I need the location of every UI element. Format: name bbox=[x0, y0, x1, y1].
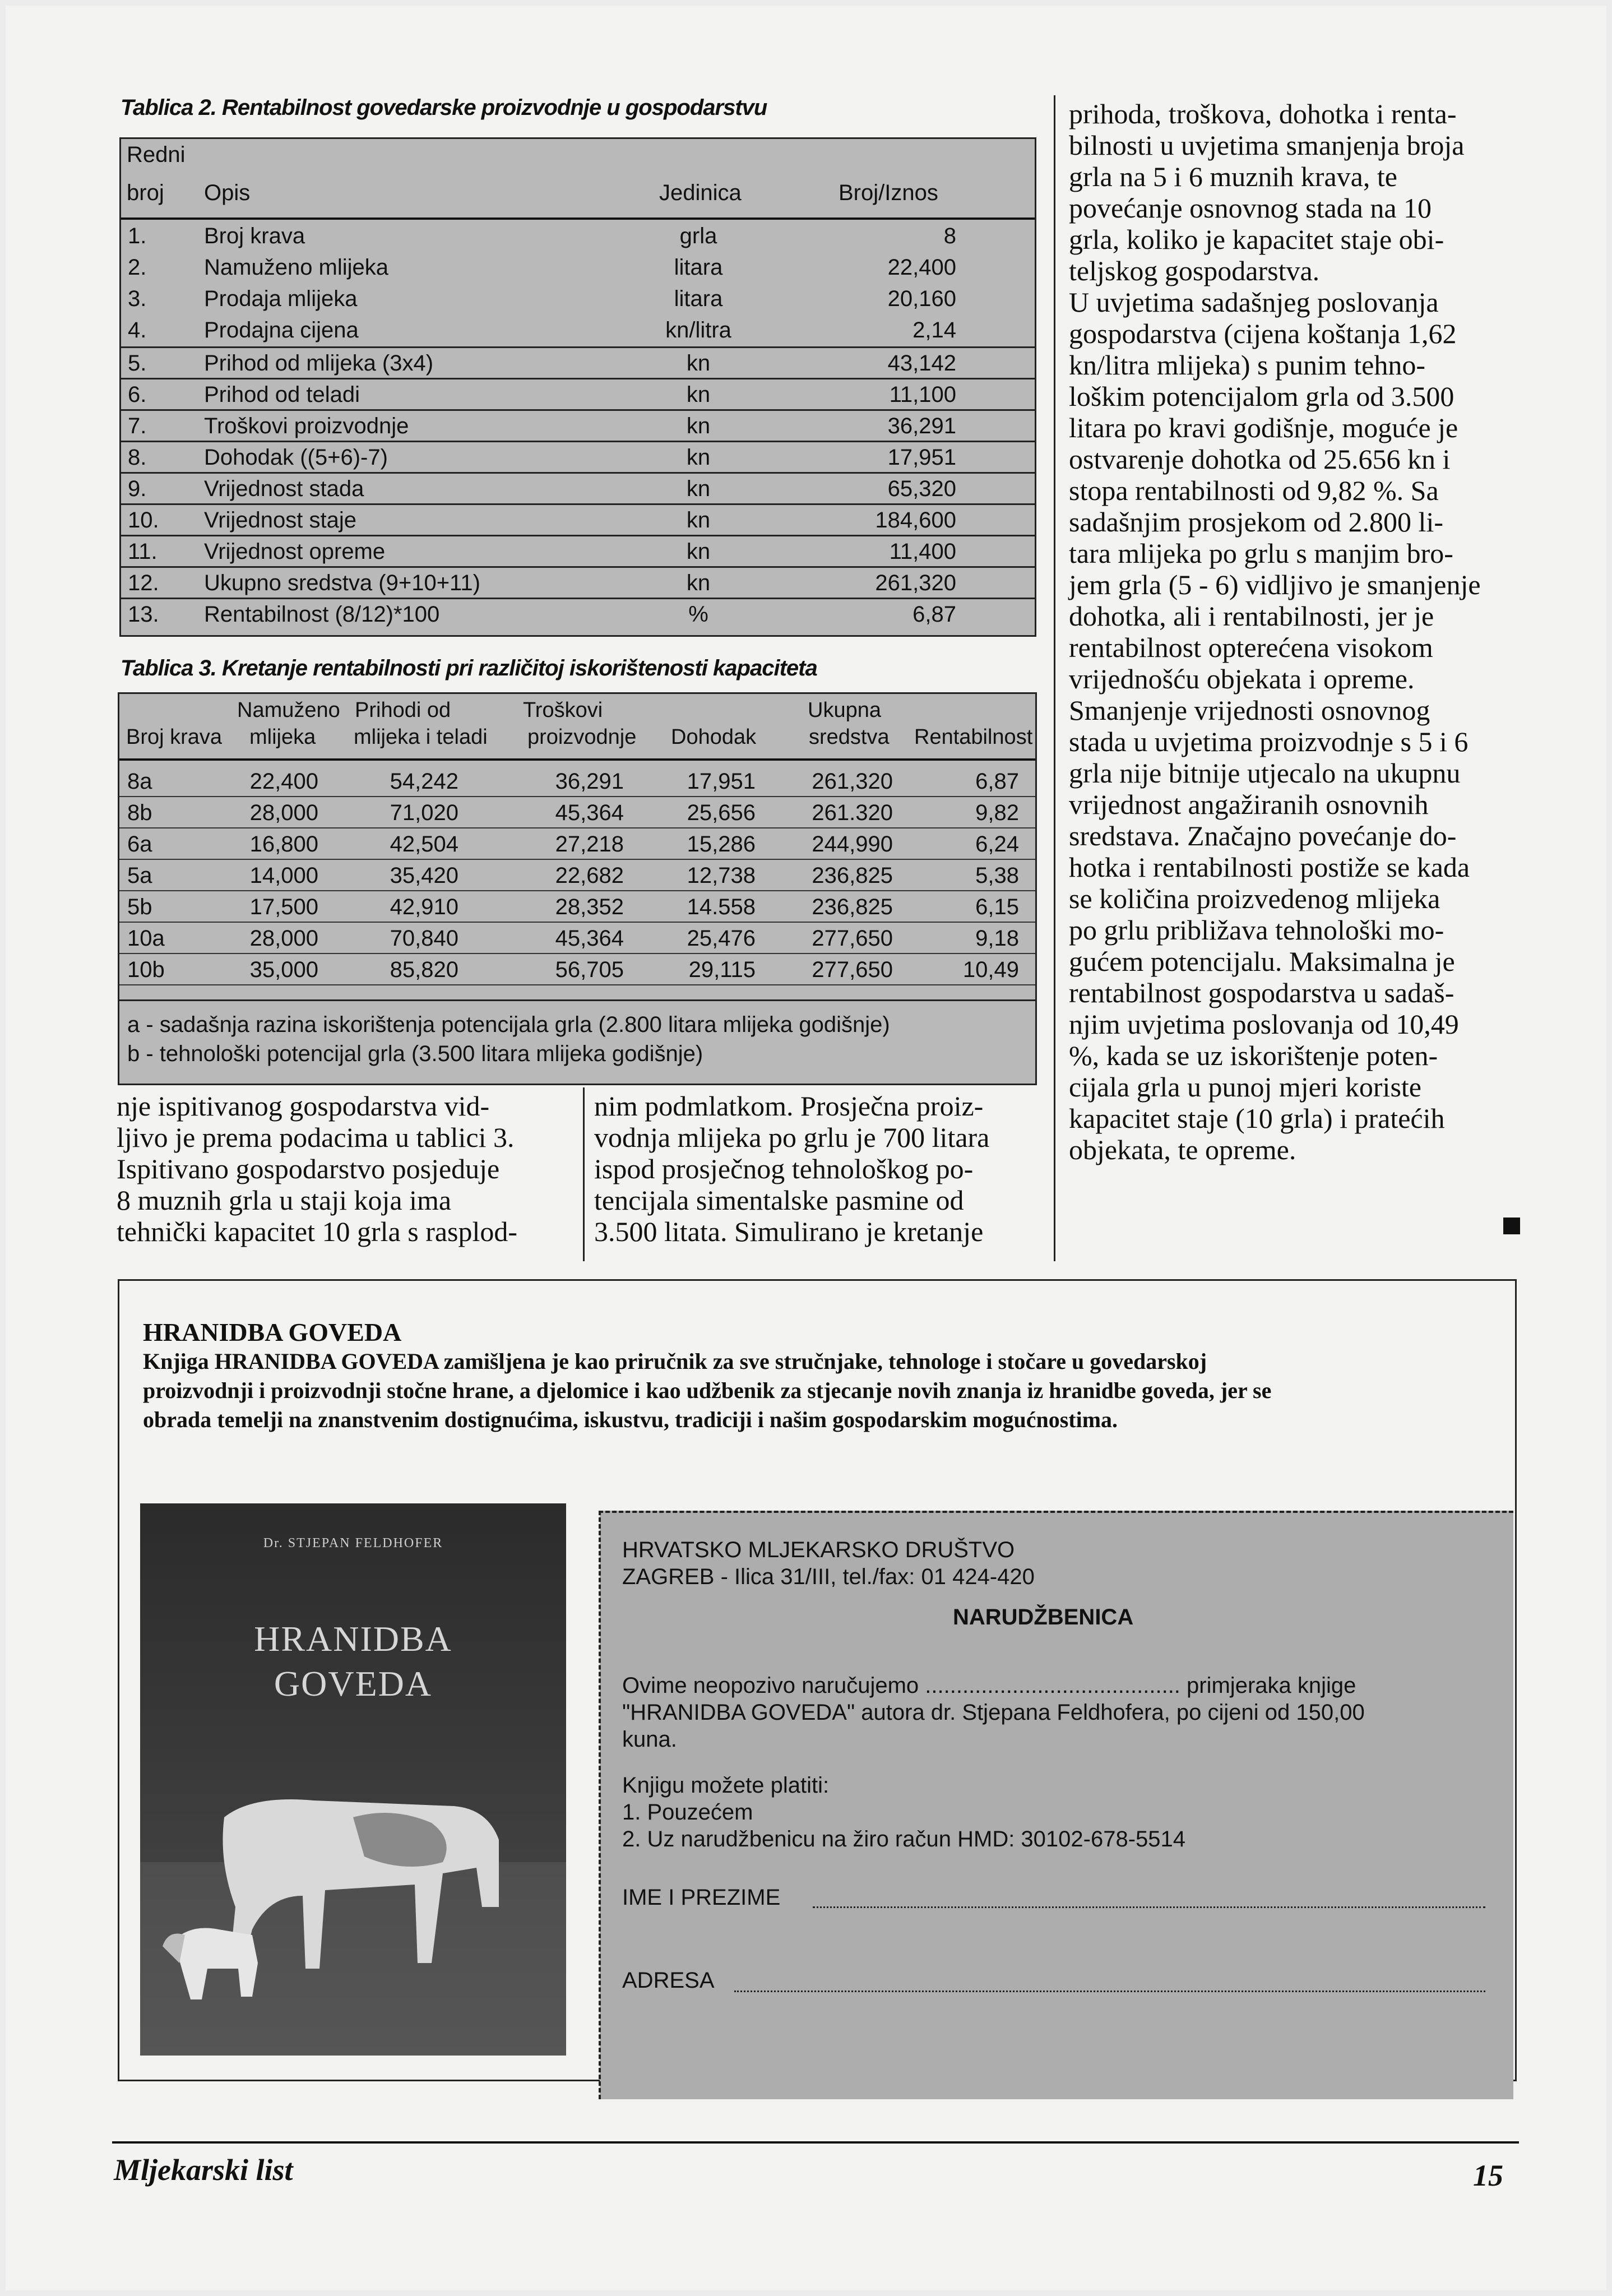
table-row bbox=[121, 472, 1035, 504]
table-row bbox=[119, 766, 1035, 797]
cell-d: 29,115 bbox=[688, 957, 756, 982]
order-line-2: "HRANIDBA GOVEDA" autora dr. Stjepana Feldhofera, po cijeni od 150,00 bbox=[622, 1700, 1365, 1725]
cell-opis: Dohodak ((5+6)-7) bbox=[204, 445, 388, 470]
body-text-line: tehnički kapacitet 10 grla s rasplod- bbox=[117, 1216, 518, 1247]
cell-k: 6a bbox=[127, 832, 152, 857]
body-text-line: 8 muznih grla u staji koja ima bbox=[117, 1184, 452, 1216]
order-name-field[interactable] bbox=[813, 1906, 1485, 1908]
cell-u: 277,650 bbox=[812, 957, 893, 982]
order-address: ZAGREB - Ilica 31/III, tel./fax: 01 424-420 bbox=[622, 1564, 1035, 1589]
cell-no: 10. bbox=[128, 508, 159, 533]
cell-opis: Prodaja mlijeka bbox=[204, 286, 358, 311]
header-troskovi-1: Troškovi bbox=[523, 698, 603, 722]
cell-n: 17,500 bbox=[249, 895, 318, 919]
header-dohodak: Dohodak bbox=[671, 725, 757, 749]
cell-k: 8b bbox=[127, 800, 152, 825]
body-text-line: dohotka, ali i rentabilnosti, jer je bbox=[1069, 600, 1434, 632]
body-text-line: 3.500 litata. Simulirano je kretanje bbox=[594, 1216, 984, 1247]
body-text-line: cijala grla u punoj mjeri koriste bbox=[1069, 1071, 1421, 1103]
cell-p: 85,820 bbox=[390, 957, 458, 982]
order-pay-title: Knjigu možete platiti: bbox=[622, 1773, 830, 1798]
cell-u: 236,825 bbox=[812, 863, 893, 888]
book-cover-photo bbox=[140, 1503, 566, 2056]
cell-p: 35,420 bbox=[390, 863, 458, 888]
body-text-line: litara po kravi godišnje, moguće je bbox=[1069, 412, 1458, 443]
body-text-line: stopa rentabilnosti od 9,82 %. Sa bbox=[1069, 475, 1439, 506]
book-title-1: HRANIDBA bbox=[254, 1619, 452, 1659]
cell-p: 71,020 bbox=[390, 800, 458, 825]
footer-journal: Mljekarski list bbox=[114, 2153, 293, 2187]
cell-no: 2. bbox=[128, 255, 147, 280]
order-line-3: kuna. bbox=[622, 1727, 677, 1752]
table-row bbox=[121, 252, 1035, 283]
body-text-line: prihoda, troškova, dohotka i renta- bbox=[1069, 98, 1457, 129]
cell-d: 25,656 bbox=[687, 800, 756, 825]
header-prihodi-1: Prihodi od bbox=[355, 698, 451, 722]
cell-opis: Prodajna cijena bbox=[204, 318, 359, 342]
body-column-left bbox=[117, 1090, 517, 1247]
cell-d: 17,951 bbox=[687, 769, 756, 794]
header-iznos: Broj/Iznos bbox=[839, 180, 938, 205]
table-row bbox=[119, 860, 1035, 891]
table-row bbox=[121, 598, 1035, 629]
book-title-2: GOVEDA bbox=[274, 1664, 433, 1704]
table1 bbox=[119, 137, 1036, 637]
header-ukupna-1: Ukupna bbox=[808, 698, 881, 722]
order-heading: NARUDŽBENICA bbox=[953, 1605, 1134, 1630]
cell-n: 35,000 bbox=[249, 957, 318, 982]
body-text-line: stada u uvjetima proizvodnje s 5 i 6 bbox=[1069, 726, 1469, 757]
body-text-line: gućem potencijalu. Maksimalna je bbox=[1069, 946, 1455, 977]
cell-u: 236,825 bbox=[812, 895, 893, 919]
body-text-line: Smanjenje vrijednosti osnovnog bbox=[1069, 695, 1430, 726]
body-text-line: tara mlijeka po grlu s manjim bro- bbox=[1069, 538, 1453, 569]
table-row bbox=[119, 797, 1035, 828]
cell-val: 43,142 bbox=[887, 351, 956, 376]
body-text-line: ispod prosječnog tehnološkog po- bbox=[594, 1153, 974, 1184]
table-row bbox=[119, 954, 1035, 985]
table2-caption: Tablica 3. Kretanje rentabilnosti pri različitoj iskorištenosti kapaciteta bbox=[121, 656, 817, 681]
cell-opis: Prihod od teladi bbox=[204, 382, 360, 407]
cell-opis: Rentabilnost (8/12)*100 bbox=[204, 602, 440, 627]
cell-k: 10b bbox=[127, 957, 165, 982]
cell-opis: Vrijednost stada bbox=[204, 476, 364, 501]
cell-d: 12,738 bbox=[687, 863, 756, 888]
header-prihodi-2: mlijeka i teladi bbox=[354, 725, 488, 749]
end-mark bbox=[1503, 1218, 1520, 1234]
ad-text-line: proizvodnji i proizvodnji stočne hrane, a djelomice i kao udžbenik za stjecanje novih znanja iz hranidbe goveda, jer se bbox=[143, 1378, 1272, 1403]
cell-no: 7. bbox=[128, 414, 147, 438]
cell-jed: kn bbox=[686, 571, 711, 595]
cell-d: 25,476 bbox=[687, 926, 756, 951]
body-column-middle bbox=[594, 1090, 989, 1247]
cell-no: 13. bbox=[128, 602, 159, 627]
table-row bbox=[119, 891, 1035, 923]
book-cover-image bbox=[140, 1503, 566, 2056]
table2 bbox=[118, 692, 1037, 1085]
body-text-line: sadašnjim prosjekom od 2.800 li- bbox=[1069, 506, 1443, 538]
cell-n: 14,000 bbox=[249, 863, 318, 888]
cell-val: 184,600 bbox=[875, 508, 956, 533]
body-text-line: nje ispitivanog gospodarstva vid- bbox=[117, 1090, 490, 1122]
cell-jed: kn bbox=[686, 414, 711, 438]
cell-opis: Vrijednost staje bbox=[204, 508, 356, 533]
order-form bbox=[600, 1511, 1513, 2099]
table-row bbox=[121, 535, 1035, 567]
cell-r: 10,49 bbox=[962, 957, 1019, 982]
body-text-line: objekata, te opreme. bbox=[1069, 1134, 1296, 1165]
cell-no: 12. bbox=[128, 571, 159, 595]
cell-n: 28,000 bbox=[249, 926, 318, 951]
body-text-line: vrijednošću objekata i opreme. bbox=[1069, 663, 1415, 695]
cell-jed: kn bbox=[686, 445, 711, 470]
table2-note-b: b - tehnološki potencijal grla (3.500 litara mlijeka godišnje) bbox=[127, 1041, 703, 1066]
cell-opis: Prihod od mlijeka (3x4) bbox=[204, 351, 434, 376]
cell-p: 42,504 bbox=[390, 832, 458, 857]
table-row bbox=[121, 284, 1035, 314]
body-text-line: hotka i rentabilnosti postiže se kada bbox=[1069, 851, 1470, 883]
cell-no: 1. bbox=[128, 224, 147, 248]
body-text-line: loškim potencijalom grla od 3.500 bbox=[1069, 381, 1454, 412]
cell-n: 16,800 bbox=[249, 832, 318, 857]
cell-no: 3. bbox=[128, 286, 147, 311]
body-text-line: se količina proizvedenog mlijeka bbox=[1069, 883, 1440, 914]
cell-u: 244,990 bbox=[812, 832, 893, 857]
cell-jed: kn bbox=[686, 476, 711, 501]
order-line-1: Ovime neopozivo naručujemo ......................................... primjeraka knjige bbox=[622, 1673, 1356, 1698]
cell-r: 6,87 bbox=[975, 769, 1019, 794]
cell-opis: Troškovi proizvodnje bbox=[204, 414, 409, 438]
body-text-line: tencijala simentalske pasmine od bbox=[594, 1184, 964, 1216]
footer-page-number: 15 bbox=[1473, 2159, 1503, 2192]
body-text-line: po grlu približava tehnološki mo- bbox=[1069, 914, 1444, 946]
cell-p: 70,840 bbox=[390, 926, 458, 951]
cell-p: 54,242 bbox=[390, 769, 458, 794]
cell-d: 14.558 bbox=[687, 895, 756, 919]
body-text-line: njim uvjetima poslovanja od 10,49 bbox=[1069, 1008, 1459, 1040]
cell-u: 261.320 bbox=[812, 800, 893, 825]
body-text-line: Ispitivano gospodarstvo posjeduje bbox=[117, 1153, 500, 1184]
cell-val: 20,160 bbox=[887, 286, 956, 311]
table-row bbox=[121, 441, 1035, 473]
header-namuzeno-2: mlijeka bbox=[249, 725, 316, 749]
table2-note-a: a - sadašnja razina iskorištenja potencijala grla (2.800 litara mlijeka godišnje) bbox=[127, 1012, 890, 1037]
cell-jed: kn bbox=[686, 382, 711, 407]
cell-d: 15,286 bbox=[687, 832, 756, 857]
body-text-line: U uvjetima sadašnjeg poslovanja bbox=[1069, 286, 1439, 318]
body-text-line: grla na 5 i 6 muznih krava, te bbox=[1069, 161, 1397, 192]
cell-p: 42,910 bbox=[390, 895, 458, 919]
cell-k: 5a bbox=[127, 863, 152, 888]
cell-k: 5b bbox=[127, 895, 152, 919]
body-text-line: vodnja mlijeka po grlu je 700 litara bbox=[594, 1122, 990, 1153]
header-namuzeno-1: Namuženo bbox=[237, 698, 340, 722]
cell-val: 6,87 bbox=[912, 602, 956, 627]
header-rentabilnost: Rentabilnost bbox=[914, 725, 1033, 749]
ad-title: HRANIDBA GOVEDA bbox=[143, 1318, 402, 1346]
body-text-line: kapacitet staje (10 grla) i pratećih bbox=[1069, 1103, 1445, 1134]
cell-r: 6,15 bbox=[975, 895, 1019, 919]
cell-jed: kn bbox=[686, 351, 711, 376]
cell-t: 45,364 bbox=[555, 800, 624, 825]
cell-val: 261,320 bbox=[875, 571, 956, 595]
header-broj: broj bbox=[127, 180, 164, 205]
table-row bbox=[121, 503, 1035, 535]
body-text-line: rentabilnost opterećena visokom bbox=[1069, 632, 1433, 663]
cell-u: 261,320 bbox=[812, 769, 893, 794]
table-row bbox=[119, 923, 1035, 954]
cell-val: 65,320 bbox=[887, 476, 956, 501]
cell-jed: kn/litra bbox=[665, 318, 731, 342]
table-row bbox=[121, 346, 1035, 378]
body-text-line: gospodarstva (cijena koštanja 1,62 bbox=[1069, 318, 1457, 349]
header-opis: Opis bbox=[204, 180, 251, 205]
table1-header bbox=[121, 139, 1035, 220]
body-text-line: rentabilnost gospodarstva u sadaš- bbox=[1069, 977, 1454, 1008]
page bbox=[6, 6, 1606, 2290]
cell-r: 9,82 bbox=[975, 800, 1019, 825]
table-row bbox=[121, 221, 1035, 251]
order-name-label: IME I PREZIME bbox=[622, 1885, 781, 1910]
cell-no: 9. bbox=[128, 476, 147, 501]
order-address-field[interactable] bbox=[734, 1991, 1485, 1992]
cell-no: 5. bbox=[128, 351, 147, 376]
body-text-line: ljivo je prema podacima u tablici 3. bbox=[117, 1122, 515, 1153]
cell-jed: litara bbox=[674, 286, 723, 311]
cell-jed: kn bbox=[686, 539, 711, 564]
cell-val: 11,100 bbox=[889, 382, 956, 407]
cell-k: 10a bbox=[127, 926, 165, 951]
table-row bbox=[121, 566, 1035, 598]
body-text-line: povećanje osnovnog stada na 10 bbox=[1069, 192, 1432, 224]
table-row bbox=[119, 828, 1035, 860]
body-text-line: teljskog gospodarstva. bbox=[1069, 255, 1320, 286]
header-broj-krava: Broj krava bbox=[126, 725, 223, 749]
cell-no: 4. bbox=[128, 318, 147, 342]
ad-text-line: Knjiga HRANIDBA GOVEDA zamišljena je kao priručnik za sve stručnjake, tehnologe i stočare u govedarskoj bbox=[143, 1349, 1207, 1374]
cell-t: 22,682 bbox=[555, 863, 624, 888]
body-text-line: %, kada se uz iskorištenje poten- bbox=[1069, 1040, 1438, 1071]
cell-t: 45,364 bbox=[555, 926, 624, 951]
body-text-line: grla nije bitnije utjecalo na ukupnu bbox=[1069, 757, 1461, 789]
table1-caption: Tablica 2. Rentabilnost govedarske proizvodnje u gospodarstvu bbox=[121, 95, 767, 120]
table-row bbox=[121, 378, 1035, 410]
cell-jed: % bbox=[688, 602, 708, 627]
cell-val: 22,400 bbox=[887, 255, 956, 280]
cell-u: 277,650 bbox=[812, 926, 893, 951]
cell-opis: Ukupno sredstva (9+10+11) bbox=[204, 571, 480, 595]
header-jedinica: Jedinica bbox=[659, 180, 742, 205]
cell-no: 11. bbox=[128, 539, 158, 564]
cell-n: 22,400 bbox=[249, 769, 318, 794]
cell-jed: kn bbox=[686, 508, 711, 533]
order-pay-option-2: 2. Uz narudžbenicu na žiro račun HMD: 30102-678-5514 bbox=[622, 1827, 1186, 1851]
cell-jed: grla bbox=[679, 224, 717, 248]
order-pay-option-1: 1. Pouzećem bbox=[622, 1800, 753, 1825]
cell-val: 36,291 bbox=[887, 414, 956, 438]
body-text-line: vrijednost angažiranih osnovnih bbox=[1069, 789, 1429, 820]
cell-no: 6. bbox=[128, 382, 147, 407]
cell-opis: Vrijednost opreme bbox=[204, 539, 386, 564]
body-text-line: bilnosti u uvjetima smanjenja broja bbox=[1069, 129, 1465, 161]
cell-val: 2,14 bbox=[912, 318, 956, 342]
cell-val: 17,951 bbox=[887, 445, 956, 470]
cell-k: 8a bbox=[127, 769, 152, 794]
cell-t: 36,291 bbox=[555, 769, 624, 794]
cell-val: 11,400 bbox=[889, 539, 956, 564]
cell-n: 28,000 bbox=[249, 800, 318, 825]
body-text-line: jem grla (5 - 6) vidljivo je smanjenje bbox=[1069, 569, 1481, 600]
cell-r: 5,38 bbox=[975, 863, 1019, 888]
footer-rule bbox=[112, 2141, 1519, 2144]
header-ukupna-2: sredstva bbox=[809, 725, 890, 749]
cell-opis: Broj krava bbox=[204, 224, 305, 248]
cell-t: 27,218 bbox=[555, 832, 624, 857]
body-text-line: grla, koliko je kapacitet staje obi- bbox=[1069, 224, 1444, 255]
order-org: HRVATSKO MLJEKARSKO DRUŠTVO bbox=[622, 1538, 1015, 1562]
body-text-line: ostvarenje dohotka od 25.656 kn i bbox=[1069, 443, 1451, 475]
body-text-line: nim podmlatkom. Prosječna proiz- bbox=[594, 1090, 984, 1122]
body-text-line: sredstava. Značajno povećanje do- bbox=[1069, 820, 1457, 851]
cell-t: 56,705 bbox=[555, 957, 624, 982]
book-author: Dr. STJEPAN FELDHOFER bbox=[263, 1536, 443, 1550]
header-troskovi-2: proizvodnje bbox=[527, 725, 637, 749]
cell-t: 28,352 bbox=[555, 895, 624, 919]
cell-no: 8. bbox=[128, 445, 147, 470]
cell-opis: Namuženo mlijeka bbox=[204, 255, 389, 280]
header-redni: Redni bbox=[127, 142, 186, 167]
table-row bbox=[121, 315, 1035, 345]
cell-val: 8 bbox=[943, 224, 956, 248]
table-row bbox=[121, 409, 1035, 441]
body-text-line: kn/litra mlijeka) s punim tehno- bbox=[1069, 349, 1425, 381]
cell-jed: litara bbox=[674, 255, 723, 280]
cell-r: 9,18 bbox=[975, 926, 1019, 951]
ad-text bbox=[143, 1347, 1271, 1434]
cell-r: 6,24 bbox=[975, 832, 1019, 857]
body-column-right bbox=[1069, 98, 1481, 1165]
order-address-label: ADRESA bbox=[622, 1968, 715, 1993]
ad-text-line: obrada temelji na znanstvenim dostignućima, iskustvu, tradiciji i našim gospodarskim mogućnostima. bbox=[143, 1407, 1118, 1432]
